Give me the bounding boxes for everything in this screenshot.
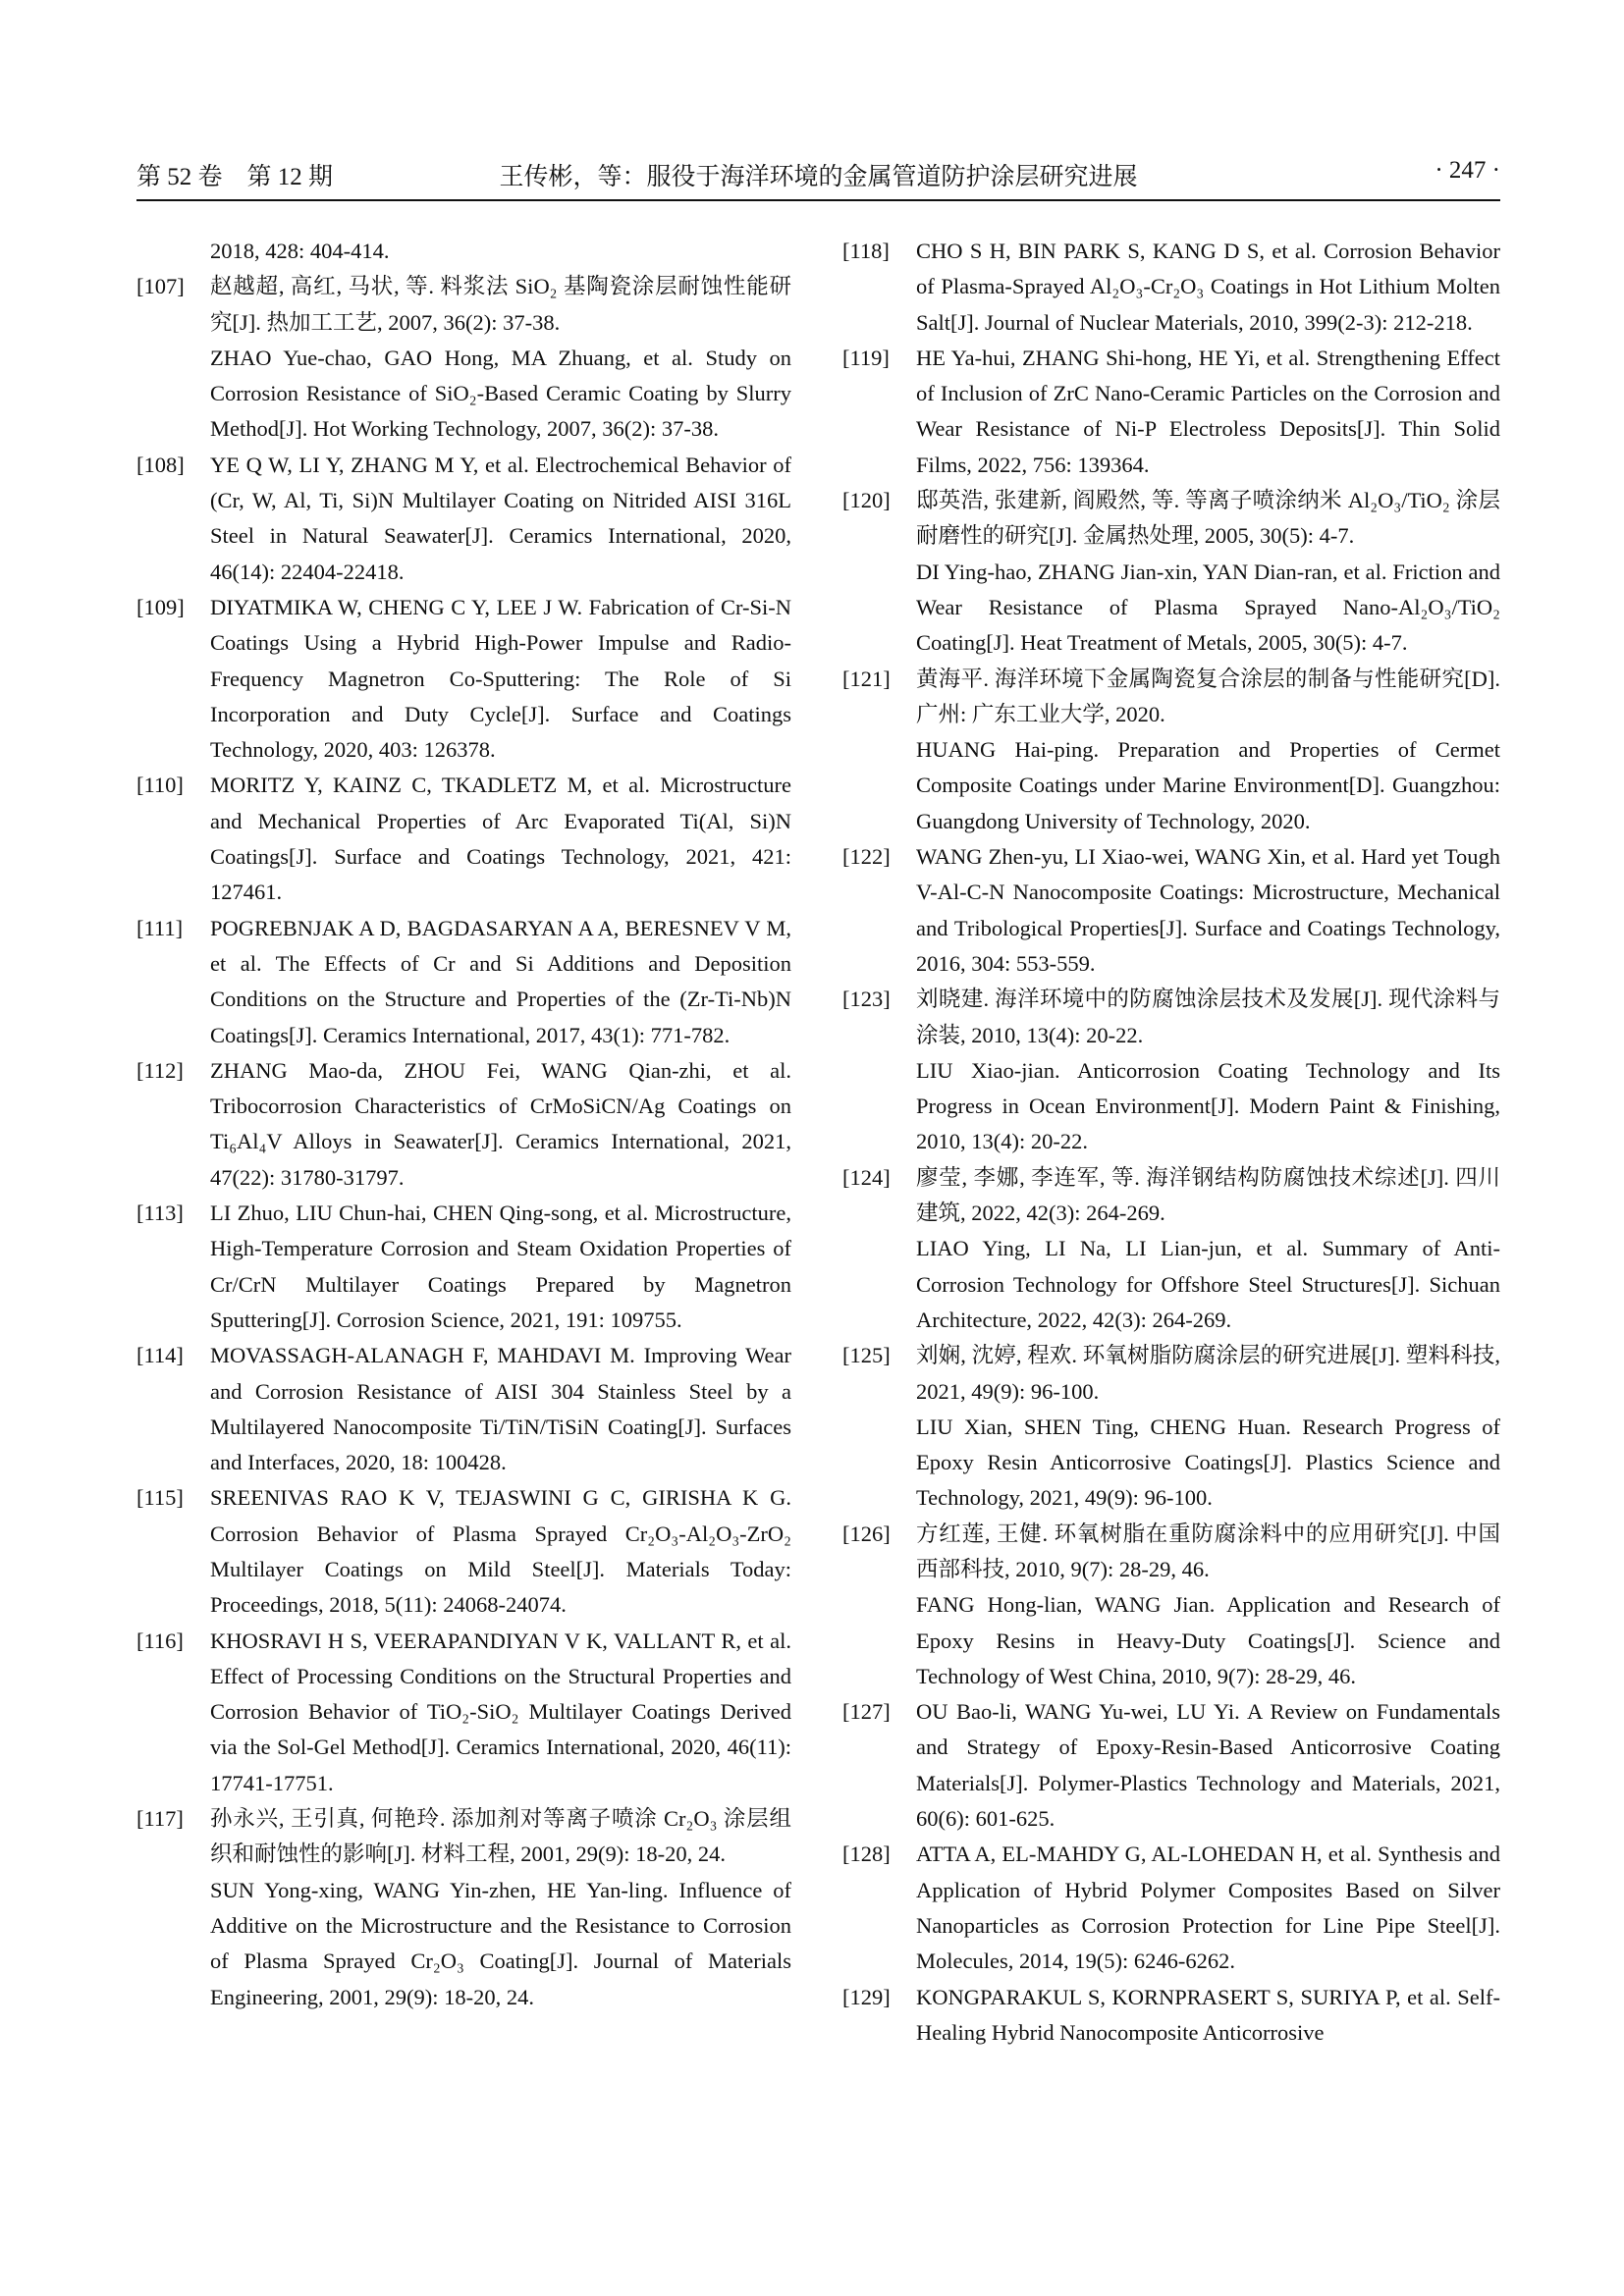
reference-number: [127] [842, 1699, 891, 1725]
reference-line: YE Q W, LI Y, ZHANG M Y, et al. Electrochemical Behavior of (Cr, W, Al, Ti, Si)N Multilayer Coating on Nitrided AISI 316L Steel in Natural Seawater[J]. Ceramics International, 2020, 46(14): 22404-22418. [210, 452, 791, 584]
reference-item [842, 234, 1500, 341]
reference-item [136, 1338, 791, 1480]
reference-number: [107] [136, 274, 185, 299]
reference-line: DIYATMIKA W, CHENG C Y, LEE J W. Fabrication of Cr-Si-N Coatings Using a Hybrid High-Power Impulse and Radio-Frequency Magnetron Co-Sputtering: The Role of Si Incorporation and Duty Cycle[J]. Surface and Coatings Technology, 2020, 403: 126378. [210, 594, 791, 763]
reference-number: [129] [842, 1984, 891, 2009]
reference-item [136, 269, 791, 447]
reference-number: [128] [842, 1842, 891, 1867]
reference-line: ZHANG Mao-da, ZHOU Fei, WANG Qian-zhi, et al. Tribocorrosion Characteristics of CrMoSiCN/Ag Coatings on Ti₆Al₄V Alloys in Seawater[J]. Ceramics International, 2021, 47(22): 31780-31797. [210, 1057, 791, 1190]
reference-line: MORITZ Y, KAINZ C, TKADLETZ M, et al. Microstructure and Mechanical Properties of Arc Evaporated Ti(Al, Si)N Coatings[J]. Surface and Coatings Technology, 2021, 421: 127461. [210, 773, 791, 905]
reference-continuation [136, 234, 791, 269]
reference-item [842, 1517, 1500, 1694]
reference-item [136, 1480, 791, 1623]
reference-item [842, 341, 1500, 483]
reference-number: [119] [842, 345, 890, 370]
reference-line: KHOSRAVI H S, VEERAPANDIYAN V K, VALLANT R, et al. Effect of Processing Conditions on the Structural Properties and Corrosion Behavior of TiO₂-SiO₂ Multilayer Coatings Derived via the Sol-Gel Method[J]. Ceramics International, 2020, 46(11): 17741-17751. [210, 1628, 791, 1795]
reference-item [842, 1338, 1500, 1516]
reference-item [136, 448, 791, 590]
right-column [842, 234, 1500, 2051]
reference-line: LI Zhuo, LIU Chun-hai, CHEN Qing-song, et al. Microstructure, High-Temperature Corrosion and Steam Oxidation Properties of Cr/CrN Multilayer Coatings Prepared by Magnetron Sputtering[J]. Corrosion Science, 2021, 191: 109755. [210, 1201, 791, 1332]
reference-number: [117] [136, 1806, 184, 1832]
reference-line: OU Bao-li, WANG Yu-wei, LU Yi. A Review on Fundamentals and Strategy of Epoxy-Resin-Based Anticorrosive Coating Materials[J]. Polymer-Plastics Technology and Materials, 2021, 60(6): 601-625. [916, 1699, 1500, 1832]
reference-number: [124] [842, 1164, 891, 1190]
running-header [136, 157, 1500, 196]
reference-number: [113] [136, 1201, 184, 1226]
reference-number: [112] [136, 1057, 184, 1083]
reference-number: [123] [842, 987, 891, 1012]
reference-number: [108] [136, 452, 185, 477]
reference-line: WANG Zhen-yu, LI Xiao-wei, WANG Xin, et al. Hard yet Tough V-Al-C-N Nanocomposite Coatings: Microstructure, Mechanical and Tribological Properties[J]. Surface and Coatings Technology, 2016, 304: 553-559. [916, 844, 1500, 976]
reference-line: FANG Hong-lian, WANG Jian. Application and Research of Epoxy Resins in Heavy-Duty Coatings[J]. Science and Technology of West China, 2010, 9(7): 28-29, 46. [916, 1592, 1500, 1688]
reference-line: 方红莲, 王健. 环氧树脂在重防腐涂料中的应用研究[J]. 中国西部科技, 2010, 9(7): 28-29, 46. [916, 1521, 1500, 1581]
reference-item [842, 662, 1500, 839]
header-rule [136, 199, 1500, 201]
reference-number: [126] [842, 1521, 891, 1546]
reference-line: LIU Xiao-jian. Anticorrosion Coating Technology and Its Progress in Ocean Environment[J]. Modern Paint & Finishing, 2010, 13(4): 20-22. [916, 1057, 1500, 1154]
reference-item [842, 483, 1500, 661]
reference-item [842, 1160, 1500, 1338]
reference-item [136, 768, 791, 910]
reference-line: 孙永兴, 王引真, 何艳玲. 添加剂对等离子喷涂 Cr₂O₃ 涂层组织和耐蚀性的影响[J]. 材料工程, 2001, 29(9): 18-20, 24. [210, 1806, 791, 1867]
reference-number: [115] [136, 1485, 184, 1511]
reference-number: [116] [136, 1628, 184, 1653]
reference-item [136, 1053, 791, 1196]
reference-line: HUANG Hai-ping. Preparation and Properties of Cermet Composite Coatings under Marine Environment[D]. Guangzhou: Guangdong University of Technology, 2020. [916, 737, 1500, 833]
reference-number: [122] [842, 844, 891, 870]
reference-item [842, 982, 1500, 1159]
reference-item [136, 911, 791, 1053]
left-column [136, 234, 791, 2015]
reference-line: MOVASSAGH-ALANAGH F, MAHDAVI M. Improving Wear and Corrosion Resistance of AISI 304 Stainless Steel by a Multilayered Nanocomposite Ti/TiN/TiSiN Coating[J]. Surfaces and Interfaces, 2020, 18: 100428. [210, 1343, 791, 1475]
reference-number: [110] [136, 773, 184, 798]
reference-line: CHO S H, BIN PARK S, KANG D S, et al. Corrosion Behavior of Plasma-Sprayed Al₂O₃-Cr₂O₃ Coatings in Hot Lithium Molten Salt[J]. Journal of Nuclear Materials, 2010, 399(2-3): 212-218. [916, 239, 1500, 335]
reference-line: LIU Xian, SHEN Ting, CHENG Huan. Research Progress of Epoxy Resin Anticorrosive Coatings[J]. Plastics Science and Technology, 2021, 49(9): 96-100. [916, 1414, 1500, 1511]
reference-item [842, 1694, 1500, 1837]
reference-item [842, 1980, 1500, 2052]
reference-item [136, 590, 791, 768]
reference-line: SUN Yong-xing, WANG Yin-zhen, HE Yan-ling. Influence of Additive on the Microstructure and the Resistance to Corrosion of Plasma Sprayed Cr₂O₃ Coating[J]. Journal of Materials Engineering, 2001, 29(9): 18-20, 24. [210, 1877, 791, 2009]
reference-number: [121] [842, 666, 891, 691]
reference-line: 2018, 428: 404-414. [210, 239, 390, 263]
reference-number: [111] [136, 915, 184, 940]
reference-line: POGREBNJAK A D, BAGDASARYAN A A, BERESNEV V M, et al. The Effects of Cr and Si Additions and Deposition Conditions on the Structure and Properties of the (Zr-Ti-Nb)N Coatings[J]. Ceramics International, 2017, 43(1): 771-782. [210, 915, 791, 1047]
reference-line: KONGPARAKUL S, KORNPRASERT S, SURIYA P, et al. Self-Healing Hybrid Nanocomposite Anticorrosive [916, 1984, 1500, 2045]
reference-number: [118] [842, 239, 890, 263]
reference-number: [109] [136, 594, 185, 619]
reference-line: 刘娴, 沈婷, 程欢. 环氧树脂防腐涂层的研究进展[J]. 塑料科技, 2021, 49(9): 96-100. [916, 1343, 1500, 1404]
article-title: 王传彬，等：服役于海洋环境的金属管道防护涂层研究进展 [499, 164, 1138, 190]
reference-number: [125] [842, 1343, 891, 1368]
reference-line: 黄海平. 海洋环境下金属陶瓷复合涂层的制备与性能研究[D]. 广州: 广东工业大学, 2020. [916, 666, 1500, 726]
reference-line: 廖莹, 李娜, 李连军, 等. 海洋钢结构防腐蚀技术综述[J]. 四川建筑, 2022, 42(3): 264-269. [916, 1164, 1500, 1226]
reference-line: 刘晓建. 海洋环境中的防腐蚀涂层技术及发展[J]. 现代涂料与涂装, 2010, 13(4): 20-22. [916, 987, 1500, 1047]
reference-line: 邸英浩, 张建新, 阎殿然, 等. 等离子喷涂纳米 Al₂O₃/TiO₂ 涂层耐磨性的研究[J]. 金属热处理, 2005, 30(5): 4-7. [916, 488, 1500, 549]
reference-number: [120] [842, 488, 891, 513]
reference-line: 赵越超, 高红, 马状, 等. 料浆法 SiO₂ 基陶瓷涂层耐蚀性能研究[J]. 热加工工艺, 2007, 36(2): 37-38. [210, 274, 791, 335]
reference-item [842, 839, 1500, 982]
reference-line: SREENIVAS RAO K V, TEJASWINI G C, GIRISHA K G. Corrosion Behavior of Plasma Sprayed Cr₂O₃-Al₂O₃-ZrO₂ Multilayer Coatings on Mild Steel[J]. Materials Today: Proceedings, 2018, 5(11): 24068-24074. [210, 1485, 791, 1618]
volume-issue: 第 52 卷 第 12 期 [136, 164, 334, 190]
reference-line: ATTA A, EL-MAHDY G, AL-LOHEDAN H, et al. Synthesis and Application of Hybrid Polymer Composites Based on Silver Nanoparticles as Corrosion Protection for Line Pipe Steel[J]. Molecules, 2014, 19(5): 6246-6262. [916, 1842, 1500, 1974]
reference-item [136, 1196, 791, 1338]
reference-number: [114] [136, 1343, 184, 1368]
reference-item [842, 1837, 1500, 1979]
reference-line: HE Ya-hui, ZHANG Shi-hong, HE Yi, et al. Strengthening Effect of Inclusion of ZrC Nano-Ceramic Particles on the Corrosion and Wear Resistance of Ni-P Electroless Deposits[J]. Thin Solid Films, 2022, 756: 139364. [916, 345, 1500, 477]
reference-item [136, 1624, 791, 1801]
page-number: · 247 · [1435, 157, 1500, 184]
reference-item [136, 1801, 791, 2015]
reference-line: LIAO Ying, LI Na, LI Lian-jun, et al. Summary of Anti-Corrosion Technology for Offshore Steel Structures[J]. Sichuan Architecture, 2022, 42(3): 264-269. [916, 1236, 1500, 1332]
reference-line: ZHAO Yue-chao, GAO Hong, MA Zhuang, et al. Study on Corrosion Resistance of SiO₂-Based Ceramic Coating by Slurry Method[J]. Hot Working Technology, 2007, 36(2): 37-38. [210, 345, 791, 442]
reference-line: DI Ying-hao, ZHANG Jian-xin, YAN Dian-ran, et al. Friction and Wear Resistance of Plasma Sprayed Nano-Al₂O₃/TiO₂ Coating[J]. Heat Treatment of Metals, 2005, 30(5): 4-7. [916, 559, 1500, 656]
